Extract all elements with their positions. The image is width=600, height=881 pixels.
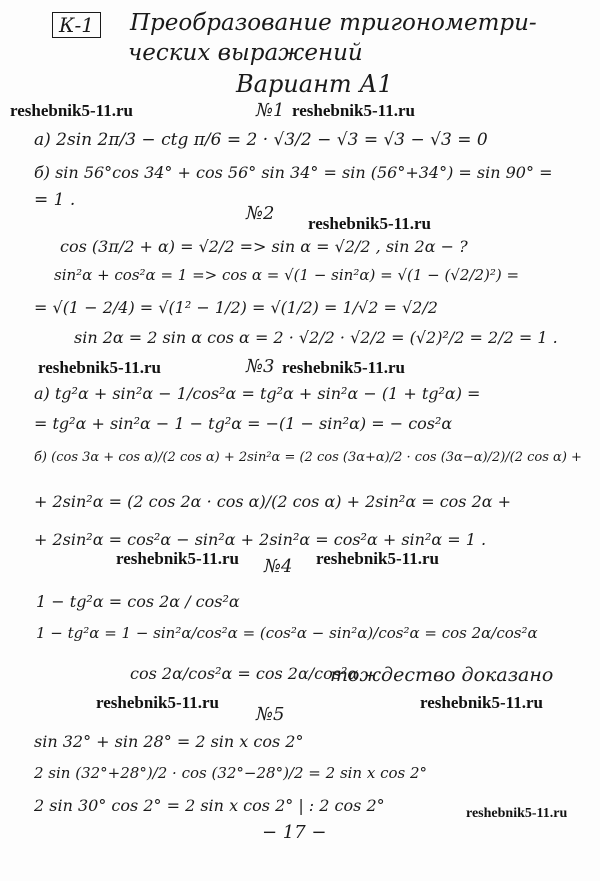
watermark: reshebnik5-11.ru: [308, 214, 431, 233]
solution-line: 2 sin 30° cos 2° = 2 sin x cos 2° | : 2 cos 2°: [34, 796, 385, 815]
watermark: reshebnik5-11.ru: [10, 101, 133, 120]
page-title-line1: Преобразование тригонометри-: [130, 10, 537, 36]
conclusion-text: тождество доказано: [330, 664, 554, 686]
watermark: reshebnik5-11.ru: [96, 693, 219, 712]
section-number-4: №4: [264, 556, 293, 577]
solution-line: sin²α + cos²α = 1 => cos α = √(1 − sin²α) = √(1 − (√2/2)²) =: [54, 266, 520, 284]
watermark: reshebnik5-11.ru: [38, 358, 161, 377]
solution-line: + 2sin²α = (2 cos 2α · cos α)/(2 cos α) + 2sin²α = cos 2α +: [34, 492, 512, 511]
solution-line: sin 2α = 2 sin α cos α = 2 · √2/2 · √2/2 = (√2)²/2 = 2/2 = 1 .: [74, 328, 558, 347]
solution-line: = tg²α + sin²α − 1 − tg²α = −(1 − sin²α) = − cos²α: [34, 414, 453, 433]
watermark: reshebnik5-11.ru: [292, 101, 415, 120]
section-number-2: №2: [246, 203, 275, 224]
variant-code-box: К-1: [52, 12, 101, 38]
watermark: reshebnik5-11.ru: [282, 358, 405, 377]
variant-heading: Вариант А1: [236, 70, 393, 98]
section-number-3: №3: [246, 356, 275, 377]
solution-line: cos (3π/2 + α) = √2/2 => sin α = √2/2 , sin 2α − ?: [60, 237, 468, 256]
watermark: reshebnik5-11.ru: [316, 549, 439, 568]
section-number-1: №1: [256, 100, 285, 121]
page-number: − 17 −: [262, 822, 327, 843]
watermark: reshebnik5-11.ru: [116, 549, 239, 568]
solution-line: 2 sin (32°+28°)/2 · cos (32°−28°)/2 = 2 sin x cos 2°: [34, 764, 428, 782]
solution-line: б) (cos 3α + cos α)/(2 cos α) + 2sin²α = (2 cos (3α+α)/2 · cos (3α−α)/2)/(2 cos α) +: [34, 450, 582, 465]
solution-line: 1 − tg²α = cos 2α / cos²α: [36, 592, 240, 611]
section-number-5: №5: [256, 704, 285, 725]
watermark: reshebnik5-11.ru: [420, 693, 543, 712]
solution-line: б) sin 56°cos 34° + cos 56° sin 34° = sin (56°+34°) = sin 90° =: [34, 163, 553, 182]
solution-line: + 2sin²α = cos²α − sin²α + 2sin²α = cos²α + sin²α = 1 .: [34, 530, 487, 549]
solution-line: а) tg²α + sin²α − 1/cos²α = tg²α + sin²α − (1 + tg²α) =: [34, 384, 481, 403]
page-title-line2: ческих выражений: [128, 40, 363, 66]
solution-line: cos 2α/cos²α = cos 2α/cos²α: [130, 664, 359, 683]
watermark: reshebnik5-11.ru: [466, 806, 568, 821]
solution-line: = √(1 − 2/4) = √(1² − 1/2) = √(1/2) = 1/√2 = √2/2: [34, 298, 438, 317]
solution-line: sin 32° + sin 28° = 2 sin x cos 2°: [34, 732, 304, 751]
solution-line: 1 − tg²α = 1 − sin²α/cos²α = (cos²α − sin²α)/cos²α = cos 2α/cos²α: [36, 624, 538, 642]
solution-line: а) 2sin 2π/3 − ctg π/6 = 2 · √3/2 − √3 = √3 − √3 = 0: [34, 130, 488, 150]
solution-line: = 1 .: [34, 190, 76, 210]
